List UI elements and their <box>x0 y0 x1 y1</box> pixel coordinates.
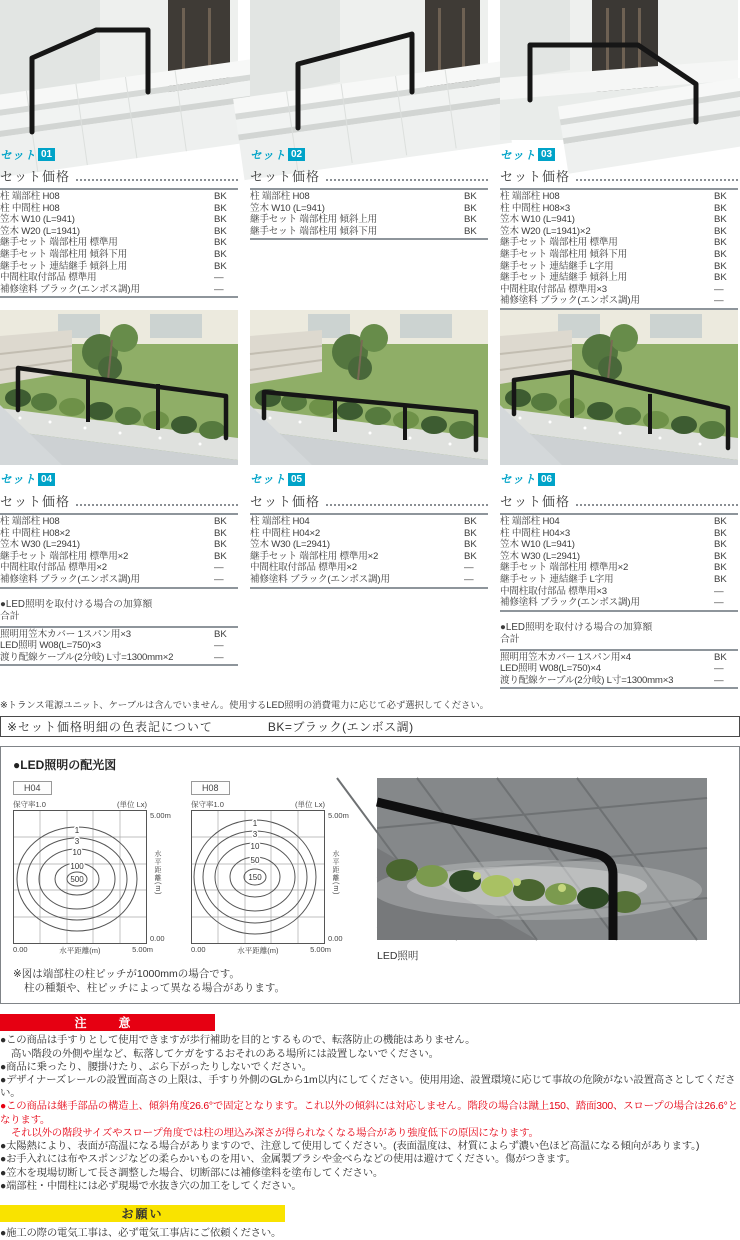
item-color: BK <box>464 202 477 214</box>
led-box-title: ●LED照明の配光図 <box>13 758 117 773</box>
item-color: — <box>714 597 724 609</box>
set01-photo <box>0 0 238 140</box>
item-color: — <box>714 283 724 295</box>
table-row <box>250 574 488 586</box>
request-list <box>0 1227 740 1240</box>
table-row <box>0 640 238 652</box>
item-name: 柱 中間柱 H04×3 <box>500 527 571 539</box>
item-name: 継手セット 連結継手 L字用 <box>500 260 614 272</box>
item-name: LED照明 W08(L=750)×3 <box>0 640 101 652</box>
set05-photo <box>250 310 488 465</box>
table-row <box>0 574 238 586</box>
set05-price-table <box>250 491 488 589</box>
color-legend-box <box>0 716 740 737</box>
led-note-1: ※図は端部柱の柱ピッチが1000mmの場合です。 <box>13 968 240 981</box>
contour-plot <box>14 811 146 943</box>
caution-list <box>0 1034 740 1192</box>
set04-led-addon <box>0 599 238 667</box>
set-label-prefix: セット <box>0 149 36 162</box>
item-color: BK <box>464 225 477 237</box>
y-axis-label: 水平距離(m) <box>154 850 161 896</box>
table-row <box>0 652 238 664</box>
y-axis-max: 5.00m <box>150 811 171 821</box>
svg-text:10: 10 <box>250 842 260 852</box>
item-color: BK <box>714 573 727 585</box>
item-name: 渡り配線ケーブル(2分岐) L寸=1300mm×2 <box>0 651 174 663</box>
garden-rail-photo-3 <box>500 310 738 465</box>
item-name: 継手セット 端部柱用 標準用 <box>500 237 618 249</box>
table-row <box>500 272 738 284</box>
table-row <box>500 261 738 273</box>
item-color: BK <box>714 237 727 249</box>
svg-text:3: 3 <box>252 830 258 840</box>
light-distribution-chart-h04 <box>13 778 191 962</box>
set05-label <box>250 472 488 487</box>
caution-item: ●商品に乗ったり、腰掛けたり、ぶら下がったりしないでください。 <box>0 1061 312 1073</box>
garden-rail-photo-1 <box>0 310 238 465</box>
item-color: BK <box>214 515 227 527</box>
item-color: BK <box>714 651 727 663</box>
table-row <box>500 214 738 226</box>
table-row <box>500 516 738 528</box>
led-photo-caption: LED照明 <box>377 950 419 963</box>
caution-item: ●太陽熱により、表面が高温になる場合がありますので、注意して使用してください。(表面温度は、材質によらず濃い色ほど高温になる傾向があります。) <box>0 1141 700 1153</box>
table-row <box>500 284 738 296</box>
table-row <box>250 551 488 563</box>
item-color: BK <box>714 272 727 284</box>
set05-column <box>250 310 488 690</box>
svg-text:150: 150 <box>248 873 262 883</box>
table-row <box>250 214 488 226</box>
item-color: BK <box>214 550 227 562</box>
step-handrail-photo-2 <box>250 0 488 140</box>
contour-plot <box>192 811 324 943</box>
item-color: — <box>214 640 224 652</box>
table-row <box>500 597 738 609</box>
item-name: 柱 端部柱 H08 <box>500 191 560 202</box>
item-name: 笠木 W30 (L=2941) <box>250 539 330 551</box>
table-row <box>0 191 238 203</box>
item-color: — <box>714 674 724 686</box>
table-row <box>250 203 488 215</box>
item-name: 中間柱取付部品 標準用×3 <box>500 585 607 597</box>
svg-text:100: 100 <box>70 862 84 872</box>
caution-item: ●この商品は手すりとして使用できますが歩行補助を目的とするもので、転落防止の機能はありません。 <box>0 1035 476 1047</box>
item-name: 補修塗料 ブラック(エンボス調)用 <box>250 573 390 585</box>
chart-tag: H08 <box>191 781 230 795</box>
item-name: 補修塗料 ブラック(エンボス調)用 <box>500 597 640 609</box>
unit-label: (単位 Lx) <box>295 800 325 810</box>
table-row <box>0 261 238 273</box>
item-color: BK <box>714 202 727 214</box>
item-color: BK <box>714 191 727 202</box>
item-name: 中間柱取付部品 標準用×2 <box>250 562 357 574</box>
item-name: 補修塗料 ブラック(エンボス調)用 <box>500 295 640 307</box>
price-table-title: セット価格 <box>0 493 71 509</box>
svg-text:50: 50 <box>250 856 260 866</box>
item-name: 柱 中間柱 H04×2 <box>250 527 321 539</box>
maintenance-factor: 保守率1.0 <box>191 800 224 810</box>
set-label-prefix: セット <box>250 149 286 162</box>
set03-column <box>500 0 738 310</box>
price-rows <box>0 188 238 298</box>
price-table-title: セット価格 <box>250 493 321 509</box>
price-rows <box>500 188 738 310</box>
table-row <box>500 203 738 215</box>
set02-column <box>250 0 488 310</box>
color-legend-label: ※セット価格明細の色表記について <box>7 720 213 735</box>
svg-text:10: 10 <box>72 848 82 858</box>
set04-photo <box>0 310 238 465</box>
table-row <box>500 663 738 675</box>
item-color: BK <box>464 515 477 527</box>
set03-photo <box>500 0 738 140</box>
item-color: — <box>214 272 224 284</box>
led-distribution-box <box>0 746 740 1004</box>
item-name: 補修塗料 ブラック(エンボス調)用 <box>0 283 140 295</box>
item-name: 継手セット 連結継手 傾斜上用 <box>0 260 128 272</box>
dotted-leader <box>326 179 488 181</box>
led-note-2: 柱の種類や、柱ピッチによって異なる場合があります。 <box>24 982 286 995</box>
item-name: LED照明 W08(L=750)×4 <box>500 663 601 675</box>
item-color: BK <box>714 550 727 562</box>
item-name: 笠木 W10 (L=941) <box>500 539 575 551</box>
dotted-leader <box>576 504 738 506</box>
table-row <box>500 237 738 249</box>
y-axis-min: 0.00 <box>150 934 165 944</box>
set06-column <box>500 310 738 690</box>
led-addon-rows <box>0 626 238 667</box>
set04-price-table <box>0 491 238 589</box>
table-row <box>500 191 738 203</box>
item-color: BK <box>214 191 227 202</box>
light-distribution-chart-h08 <box>191 778 369 962</box>
step-handrail-photo-1 <box>0 0 238 140</box>
table-row <box>0 551 238 563</box>
caution-item: ●デザイナーズレールの設置面高さの上限は、手すり外側のGLから1m以内にしてください。使用用途、設置環境に応じて事故の危険がない設置高さとしてください。 <box>0 1075 736 1100</box>
item-color: BK <box>214 539 227 551</box>
item-name: 中間柱取付部品 標準用×3 <box>500 283 607 295</box>
price-rows <box>0 513 238 589</box>
item-name: 笠木 W30 (L=2941) <box>0 539 80 551</box>
led-addon-title: ●LED照明を取付ける場合の加算額 <box>500 621 653 633</box>
svg-text:1: 1 <box>74 826 80 836</box>
item-name: 渡り配線ケーブル(2分岐) L寸=1300mm×3 <box>500 674 674 686</box>
item-name: 継手セット 端部柱用 標準用×2 <box>250 550 379 562</box>
table-row <box>0 226 238 238</box>
item-name: 笠木 W10 (L=941) <box>250 202 325 214</box>
price-table-title: セット価格 <box>0 169 71 184</box>
set06-price-table <box>500 491 738 612</box>
item-name: 継手セット 端部柱用 傾斜下用 <box>0 248 128 260</box>
item-color: BK <box>214 527 227 539</box>
item-name: 柱 端部柱 H08 <box>250 191 310 202</box>
table-row <box>500 586 738 598</box>
table-row <box>500 675 738 687</box>
item-color: BK <box>214 225 227 237</box>
table-row <box>500 562 738 574</box>
table-row <box>0 516 238 528</box>
set-number-badge: 06 <box>538 473 555 486</box>
set-label-prefix: セット <box>500 474 536 487</box>
color-legend-value: BK=ブラック(エンボス調) <box>267 720 414 735</box>
item-color: — <box>714 663 724 675</box>
table-row <box>250 539 488 551</box>
table-row <box>500 226 738 238</box>
set02-price-table <box>250 166 488 240</box>
table-row <box>500 652 738 664</box>
item-color: BK <box>714 248 727 260</box>
svg-text:3: 3 <box>74 837 80 847</box>
item-name: 継手セット 端部柱用 傾斜上用 <box>250 214 378 226</box>
item-name: 照明用笠木カバー 1スパン用×3 <box>0 628 131 640</box>
table-row <box>250 528 488 540</box>
table-row <box>250 562 488 574</box>
price-table-title: セット価格 <box>500 493 571 509</box>
row-sets-04-06 <box>0 310 740 690</box>
table-row <box>500 295 738 307</box>
caution-item: ●この商品は継手部品の構造上、傾斜角度26.6°で固定となります。これ以外の傾斜には対応しません。階段の場合は蹴上150、踏面300、スロープの場合は26.6°となります。 <box>0 1101 738 1126</box>
set-number-badge: 03 <box>538 148 555 161</box>
set-label-prefix: セット <box>500 149 536 162</box>
table-row <box>0 249 238 261</box>
item-color: BK <box>714 515 727 527</box>
item-color: BK <box>714 539 727 551</box>
item-name: 笠木 W30 (L=2941) <box>500 550 580 562</box>
price-table-title: セット価格 <box>500 169 571 184</box>
x-axis-max: 5.00m <box>132 945 153 955</box>
led-addon-rows <box>500 649 738 690</box>
set02-photo <box>250 0 488 140</box>
led-addon-title: ●LED照明を取付ける場合の加算額 <box>0 598 153 610</box>
caution-item: 高い階段の外側や崖など、転落してケガをするおそれのある場所には設置しないでください。 <box>11 1048 439 1060</box>
set-number-badge: 05 <box>288 473 305 486</box>
caution-item: ●端部柱・中間柱には必ず現場で水抜き穴の加工をしてください。 <box>0 1180 302 1192</box>
item-name: 柱 端部柱 H04 <box>250 515 310 527</box>
item-name: 柱 中間柱 H08 <box>0 202 60 214</box>
table-row <box>250 191 488 203</box>
led-addon-subtitle: 合計 <box>0 610 20 622</box>
table-row <box>500 551 738 563</box>
table-row <box>500 574 738 586</box>
price-rows <box>250 188 488 240</box>
item-color: — <box>464 562 474 574</box>
item-name: 継手セット 端部柱用 標準用 <box>0 237 118 249</box>
item-color: BK <box>464 539 477 551</box>
dotted-leader <box>76 179 238 181</box>
item-color: BK <box>214 628 227 640</box>
set-number-badge: 02 <box>288 148 305 161</box>
item-color: BK <box>464 214 477 226</box>
item-color: BK <box>714 214 727 226</box>
chart-tag: H04 <box>13 781 52 795</box>
item-name: 笠木 W20 (L=1941) <box>0 225 80 237</box>
table-row <box>500 528 738 540</box>
item-name: 継手セット 端部柱用 標準用×2 <box>0 550 129 562</box>
x-axis-min: 0.00 <box>13 945 28 955</box>
table-row <box>0 629 238 641</box>
item-name: 笠木 W20 (L=1941)×2 <box>500 225 591 237</box>
x-axis-label: 水平距離(m) <box>59 946 101 956</box>
item-color: BK <box>214 248 227 260</box>
x-axis-label: 水平距離(m) <box>237 946 279 956</box>
item-name: 照明用笠木カバー 1スパン用×4 <box>500 651 631 663</box>
item-name: 継手セット 端部柱用 標準用×2 <box>500 562 629 574</box>
row-sets-01-03 <box>0 0 740 310</box>
item-name: 中間柱取付部品 標準用×2 <box>0 562 107 574</box>
caution-item: それ以外の階段サイズやスロープ角度では柱の埋込み深さが得られなくなる場合があり強度低下の原因になります。 <box>11 1127 539 1139</box>
table-row <box>250 226 488 238</box>
price-rows <box>250 513 488 589</box>
set04-label <box>0 472 238 487</box>
y-axis-max: 5.00m <box>328 811 349 821</box>
item-name: 柱 端部柱 H08 <box>0 191 60 202</box>
item-name: 中間柱取付部品 標準用 <box>0 272 97 284</box>
table-row <box>0 284 238 296</box>
item-name: 柱 端部柱 H08 <box>0 515 60 527</box>
dotted-leader <box>76 504 238 506</box>
item-color: BK <box>714 562 727 574</box>
item-name: 継手セット 端部柱用 傾斜下用 <box>250 225 378 237</box>
item-color: BK <box>214 237 227 249</box>
item-color: — <box>714 585 724 597</box>
item-color: BK <box>464 527 477 539</box>
item-name: 継手セット 連結継手 L字用 <box>500 573 614 585</box>
table-row <box>0 539 238 551</box>
led-addon-subtitle: 合計 <box>500 633 520 645</box>
unit-label: (単位 Lx) <box>117 800 147 810</box>
set06-photo <box>500 310 738 465</box>
item-color: — <box>464 573 474 585</box>
item-color: — <box>714 295 724 307</box>
item-name: 継手セット 端部柱用 傾斜下用 <box>500 248 628 260</box>
set03-price-table <box>500 166 738 310</box>
transformer-note: ※トランス電源ユニット、ケーブルは含んでいません。使用するLED照明の消費電力に応じて必ず選択してください。 <box>0 700 489 711</box>
set-number-badge: 01 <box>38 148 55 161</box>
table-row <box>500 249 738 261</box>
item-name: 柱 中間柱 H08×3 <box>500 202 571 214</box>
set06-led-addon <box>500 622 738 690</box>
svg-text:1: 1 <box>252 819 258 829</box>
table-row <box>0 528 238 540</box>
caution-header: 注 意 <box>0 1014 215 1031</box>
table-row <box>0 272 238 284</box>
led-photo-block <box>377 778 707 963</box>
table-row <box>0 203 238 215</box>
table-row <box>0 562 238 574</box>
item-color: — <box>214 562 224 574</box>
item-color: — <box>214 283 224 295</box>
item-color: — <box>214 573 224 585</box>
set06-label <box>500 472 738 487</box>
item-color: — <box>214 651 224 663</box>
set-number-badge: 04 <box>38 473 55 486</box>
item-name: 笠木 W10 (L=941) <box>0 214 75 226</box>
table-row <box>250 516 488 528</box>
x-axis-min: 0.00 <box>191 945 206 955</box>
price-rows <box>500 513 738 612</box>
set-label-prefix: セット <box>0 474 36 487</box>
y-axis-min: 0.00 <box>328 934 343 944</box>
item-color: BK <box>464 550 477 562</box>
y-axis-label: 水平距離(m) <box>332 850 339 896</box>
item-name: 笠木 W10 (L=941) <box>500 214 575 226</box>
set-label-prefix: セット <box>250 474 286 487</box>
item-name: 柱 端部柱 H04 <box>500 515 560 527</box>
table-row <box>500 539 738 551</box>
item-color: BK <box>714 260 727 272</box>
svg-text:500: 500 <box>70 875 84 885</box>
led-lighting-photo <box>377 778 707 940</box>
item-color: BK <box>214 202 227 214</box>
item-color: BK <box>714 225 727 237</box>
item-color: BK <box>214 214 227 226</box>
item-color: BK <box>714 527 727 539</box>
x-axis-max: 5.00m <box>310 945 331 955</box>
maintenance-factor: 保守率1.0 <box>13 800 46 810</box>
set04-column <box>0 310 238 690</box>
garden-rail-photo-2 <box>250 310 488 465</box>
item-name: 補修塗料 ブラック(エンボス調)用 <box>0 573 140 585</box>
item-color: BK <box>214 260 227 272</box>
step-handrail-photo-3 <box>500 0 738 140</box>
table-row <box>0 237 238 249</box>
dotted-leader <box>326 504 488 506</box>
request-item: ●施工の際の電気工事は、必ず電気工事店にご依頼ください。 <box>0 1227 282 1239</box>
price-table-title: セット価格 <box>250 169 321 184</box>
set01-price-table <box>0 166 238 298</box>
caution-item: ●笠木を現場切断して長さ調整した場合、切断部には補修塗料を塗布してください。 <box>0 1167 384 1179</box>
request-header: お願い <box>0 1205 285 1222</box>
dotted-leader <box>576 179 738 181</box>
item-name: 継手セット 連結継手 傾斜上用 <box>500 272 628 284</box>
item-color: BK <box>464 191 477 202</box>
set01-column <box>0 0 238 310</box>
item-name: 柱 中間柱 H08×2 <box>0 527 71 539</box>
table-row <box>0 214 238 226</box>
caution-item: ●お手入れには布やスポンジなどの柔らかいものを用い、金属製ブラシや金べらなどの使用は避けてください。傷がつきます。 <box>0 1154 576 1166</box>
